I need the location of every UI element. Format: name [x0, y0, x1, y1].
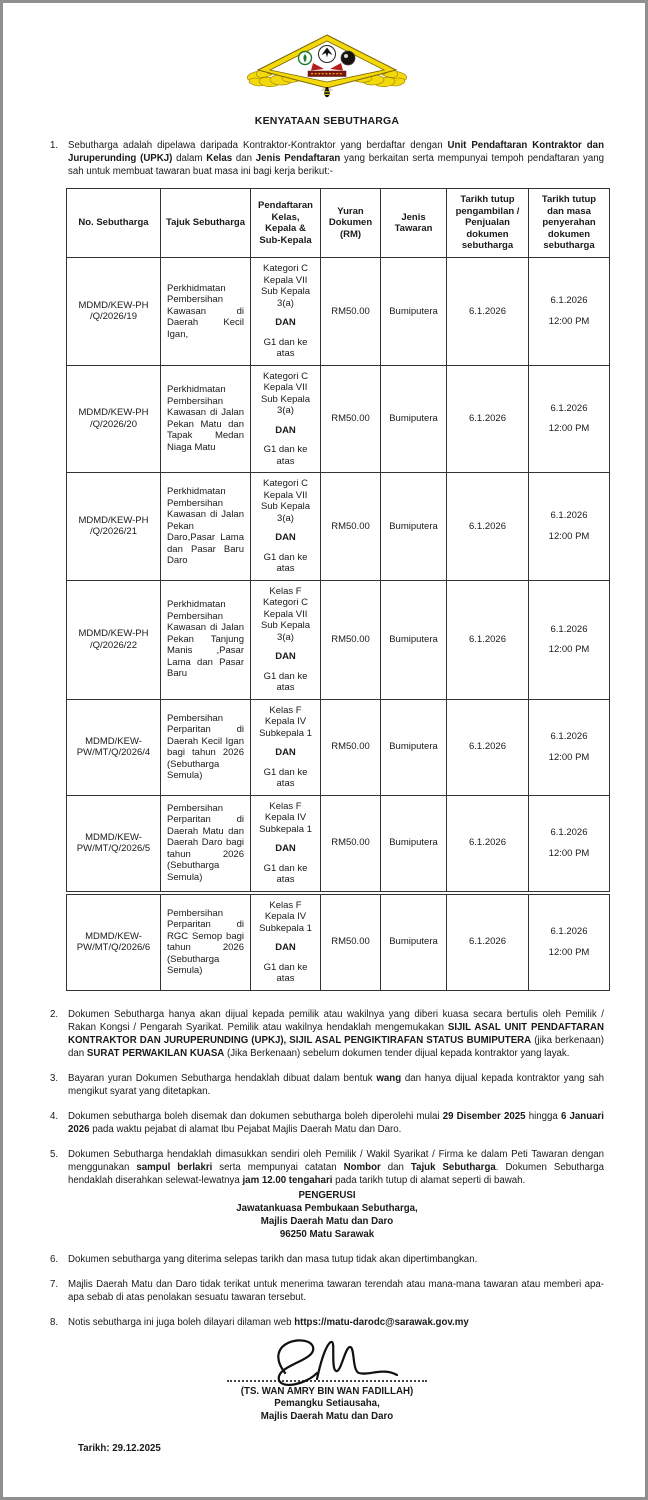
- text-segment: dan: [232, 153, 256, 164]
- text-line: DAN: [275, 424, 296, 436]
- cell-no: [67, 580, 161, 699]
- text-line: /Q/2026/22: [89, 639, 137, 651]
- council-crest-logo: [242, 30, 412, 100]
- cell-pendaftaran: [251, 795, 321, 893]
- text-segment: pada tarikh tutup di alamat seperti di bawah.: [332, 1174, 526, 1186]
- text-segment: Majlis Daerah Matu dan Daro tidak terikat untuk menerima tawaran terendah atau mana-mana tawaran atau memberi apa-apa sebab di atas penolakan sesuatu tawaran tersebut.: [68, 1278, 604, 1303]
- signature-block: [50, 1333, 604, 1424]
- cell-pendaftaran: [251, 365, 321, 473]
- paragraph-number: 3.: [50, 1072, 59, 1084]
- text-segment: dan hanya dijual kepada kontraktor yang sah mengikut syarat yang ditetapkan.: [68, 1072, 604, 1097]
- paragraph-2: [50, 1008, 604, 1060]
- text-segment: SIJIL ASAL UNIT PENDAFTARAN KONTRAKTOR DAN JURUPERUNDING (UPKJ), SIJIL ASAL PENGIKTIRAFAN STATUS BUMIPUTERA: [68, 1021, 604, 1046]
- text-segment: Unit Pendaftaran Kontraktor dan Juruperunding (UPKJ): [68, 140, 604, 164]
- paragraph-number: 4.: [50, 1110, 59, 1122]
- text-line: MDMD/KEW-: [85, 831, 142, 843]
- paragraph-1: [50, 139, 604, 178]
- text-segment: dalam: [172, 153, 207, 164]
- text-segment: Bayaran yuran Dokumen Sebutharga hendaklah dibuat dalam bentuk: [68, 1072, 377, 1084]
- table-row: [67, 580, 610, 699]
- text-segment: Jenis Pendaftaran: [255, 153, 341, 164]
- text-line: DAN: [275, 532, 296, 543]
- cell-yuran: RM50.00: [321, 258, 381, 366]
- cell-tarikh-tutup: 6.1.2026: [447, 795, 529, 893]
- text-segment: hingga: [525, 1110, 561, 1122]
- cell-pendaftaran: [251, 473, 321, 581]
- text-segment: sampul berlakri: [136, 1161, 213, 1173]
- page-title: KENYATAAN SEBUTHARGA: [254, 115, 400, 127]
- cell-tajuk: Pembersihan Perparitan di Daerah Kecil Igan bagi tahun 2026 (Sebutharga Semula): [161, 699, 251, 795]
- text-segment: serta mempunyai catatan: [212, 1161, 344, 1173]
- cell-tajuk: Pembersihan Perparitan di Daerah Matu dan Daerah Daro bagi tahun 2026 (Sebutharga Semula): [161, 795, 251, 893]
- paragraph-text: [68, 1148, 604, 1187]
- cell-tarikh-tutup: 6.1.2026: [447, 473, 529, 581]
- paragraph-text: [68, 1072, 604, 1098]
- text-line: 12:00 PM: [548, 315, 590, 327]
- text-segment: Dokumen sebutharga yang diterima selepas tarikh dan masa tutup tidak akan dipertimbangkan.: [68, 1253, 478, 1265]
- text-line: G1 dan ke atas: [263, 766, 308, 789]
- text-segment: 29 Disember 2025: [442, 1110, 526, 1122]
- paragraph-text: [68, 1278, 604, 1304]
- cell-jenis: Bumiputera: [381, 365, 447, 473]
- text-segment: Kelas: [206, 153, 233, 164]
- text-line: Kelas F Kategori C Kepala VII Sub Kepala 3(a): [260, 585, 311, 643]
- cell-no: [67, 258, 161, 366]
- cell-yuran: RM50.00: [321, 580, 381, 699]
- text-line: Kelas F Kepala IV Subkepala 1: [259, 800, 312, 835]
- text-line: 6.1.2026: [550, 402, 588, 414]
- cell-yuran: RM50.00: [321, 699, 381, 795]
- text-line: MDMD/KEW-PH: [78, 628, 149, 639]
- cell-no: [67, 893, 161, 991]
- cell-tarikh-masa: [529, 258, 610, 366]
- text-segment: dan: [380, 1161, 411, 1173]
- table-row: [67, 365, 610, 473]
- text-line: Majlis Daerah Matu dan Daro: [260, 1215, 394, 1227]
- paragraph-text: [68, 139, 604, 178]
- table-row: [67, 699, 610, 795]
- emblem-dark-circle: [341, 51, 355, 65]
- signatory-title: Pemangku Setiausaha,: [274, 1398, 380, 1409]
- text-line: 6.1.2026: [550, 623, 588, 635]
- text-segment: pada waktu pejabat di alamat Ibu Pejabat Majlis Daerah Matu dan Daro.: [89, 1123, 402, 1135]
- cell-tarikh-masa: [529, 365, 610, 473]
- table-row: [67, 258, 610, 366]
- text-line: 12:00 PM: [548, 751, 590, 763]
- text-segment: Notis sebutharga ini juga boleh dilayari dilaman web: [68, 1316, 295, 1328]
- cell-yuran: RM50.00: [321, 365, 381, 473]
- text-line: 6.1.2026: [550, 510, 588, 522]
- text-segment: wang: [376, 1072, 402, 1084]
- text-segment: (jika berkenaan) dan: [68, 1034, 605, 1059]
- bee-icon: [321, 87, 334, 97]
- paragraph-6: [50, 1253, 604, 1266]
- text-line: Kategori C Kepala VII Sub Kepala 3(a): [260, 263, 311, 309]
- text-line: Kelas F Kepala IV Subkepala 1: [259, 899, 312, 934]
- text-segment: 6 Januari 2026: [68, 1110, 604, 1135]
- text-line: 96250 Matu Sarawak: [279, 1228, 375, 1240]
- text-line: 12:00 PM: [548, 644, 590, 655]
- cell-tarikh-masa: [529, 795, 610, 893]
- cell-jenis: Bumiputera: [381, 699, 447, 795]
- cell-no: [67, 795, 161, 893]
- text-line: G1 dan ke atas: [263, 551, 308, 574]
- text-line: G1 dan ke atas: [263, 961, 308, 984]
- paragraph-number: 6.: [50, 1253, 59, 1265]
- text-line: PENGERUSI: [298, 1189, 356, 1201]
- text-line: G1 dan ke atas: [263, 862, 308, 885]
- text-segment: Dokumen sebutharga boleh disemak dan dokumen sebutharga boleh diperolehi mulai: [68, 1110, 443, 1122]
- tender-table-body: [67, 258, 610, 991]
- text-segment: (Jika Berkenaan) sebelum dokumen tender dijual kepada kontraktor yang layak.: [224, 1047, 570, 1059]
- cell-jenis: Bumiputera: [381, 893, 447, 991]
- cell-jenis: Bumiputera: [381, 473, 447, 581]
- text-line: G1 dan ke atas: [263, 336, 308, 359]
- paragraph-text: [68, 1253, 604, 1266]
- text-segment: . Dokumen Sebutharga hendaklah diserahkan selewat-lewatnya: [68, 1161, 604, 1186]
- cell-pendaftaran: [251, 258, 321, 366]
- column-header: No. Sebutharga: [67, 189, 161, 258]
- text-line: 6.1.2026: [550, 295, 588, 307]
- signature-line: [227, 1380, 427, 1382]
- text-line: Kategori C Kepala VII Sub Kepala 3(a): [260, 370, 311, 416]
- text-segment: Nombor: [343, 1161, 381, 1173]
- column-header: Tajuk Sebutharga: [161, 189, 251, 258]
- cell-tarikh-tutup: 6.1.2026: [447, 365, 529, 473]
- paragraph-number: 7.: [50, 1278, 59, 1290]
- text-line: 6.1.2026: [550, 731, 588, 742]
- cell-no: [67, 365, 161, 473]
- text-segment: yang berkaitan serta mempunyai tempoh pendaftaran yang sah untuk membuat tawaran buat masa ini bagi kerja berikut:-: [68, 153, 604, 177]
- paragraph-text: [68, 1008, 604, 1060]
- document-header: [50, 30, 604, 105]
- cell-tajuk: Perkhidmatan Pembersihan Kawasan di Jalan Pekan Tanjung Manis ,Pasar Lama dan Pasar Baru: [161, 580, 251, 699]
- text-line: PW/MT/Q/2026/5: [76, 843, 151, 854]
- paragraph-7: [50, 1278, 604, 1304]
- text-line: MDMD/KEW-PH: [78, 299, 149, 311]
- paragraph-8: [50, 1316, 604, 1329]
- tender-table: [66, 188, 610, 991]
- paragraph-number: 1.: [50, 140, 59, 151]
- text-line: G1 dan ke atas: [263, 670, 308, 693]
- text-segment: Dokumen Sebutharga hendaklah dimasukkan sendiri oleh Pemilik / Wakil Syarikat / Firma ke dalam Peti Tawaran dengan menggunakan: [68, 1148, 604, 1173]
- text-line: DAN: [275, 747, 296, 758]
- cell-tarikh-masa: [529, 699, 610, 795]
- cell-pendaftaran: [251, 580, 321, 699]
- cell-tajuk: Perkhidmatan Pembersihan Kawasan di Jalan Pekan Matu dan Tapak Medan Niaga Matu: [161, 365, 251, 473]
- text-line: 12:00 PM: [548, 946, 590, 958]
- cell-tarikh-tutup: 6.1.2026: [447, 258, 529, 366]
- text-line: G1 dan ke atas: [263, 444, 308, 467]
- cell-no: [67, 473, 161, 581]
- text-line: MDMD/KEW-PH: [78, 407, 149, 419]
- text-segment: https://matu-darodc@sarawak.gov.my: [294, 1316, 469, 1328]
- emblem-highlight: [344, 54, 348, 58]
- text-line: DAN: [275, 942, 296, 953]
- cell-tajuk: Pembersihan Perparitan di RGC Semop bagi tahun 2026 (Sebutharga Semula): [161, 893, 251, 991]
- text-line: PW/MT/Q/2026/6: [76, 942, 151, 953]
- table-header-row: [67, 189, 610, 258]
- column-header: Pendaftaran Kelas, Kepala & Sub-Kepala: [251, 189, 321, 258]
- text-segment: Dokumen Sebutharga hanya akan dijual kepada pemilik atau wakilnya yang diberi kuasa secara bertulis oleh Pemilik / Rakan Kongsi / Pengarah Syarikat. Pemilik atau wakilnya hendaklah mengemukakan: [68, 1008, 604, 1033]
- cell-jenis: Bumiputera: [381, 580, 447, 699]
- paragraph-4: [50, 1110, 604, 1136]
- text-line: DAN: [275, 317, 296, 328]
- column-header: Yuran Dokumen (RM): [321, 189, 381, 258]
- text-segment: jam 12.00 tengahari: [242, 1174, 333, 1186]
- paragraph-text: [68, 1316, 604, 1329]
- text-line: DAN: [275, 651, 296, 662]
- text-line: MDMD/KEW-PH: [78, 514, 149, 526]
- paragraph-3: [50, 1072, 604, 1098]
- cell-tarikh-tutup: 6.1.2026: [447, 893, 529, 991]
- cell-tarikh-tutup: 6.1.2026: [447, 699, 529, 795]
- column-header: Jenis Tawaran: [381, 189, 447, 258]
- cell-tarikh-tutup: 6.1.2026: [447, 580, 529, 699]
- text-segment: SURAT PERWAKILAN KUASA: [86, 1047, 225, 1059]
- submission-address-block: [50, 1189, 604, 1241]
- text-line: Jawatankuasa Pembukaan Sebutharga,: [236, 1202, 418, 1214]
- document-date: Tarikh: 29.12.2025: [78, 1443, 161, 1454]
- text-line: /Q/2026/19: [89, 311, 137, 323]
- paragraph-5: [50, 1148, 604, 1187]
- text-line: /Q/2026/21: [89, 526, 137, 538]
- text-segment: Sebutharga adalah dipelawa daripada Kontraktor-Kontraktor yang berdaftar dengan: [68, 140, 448, 151]
- text-line: 12:00 PM: [548, 530, 590, 542]
- paragraph-number: 5.: [50, 1148, 59, 1160]
- text-line: DAN: [275, 843, 296, 854]
- text-line: MDMD/KEW-: [85, 735, 142, 747]
- signatory-organisation: Majlis Daerah Matu dan Daro: [260, 1410, 394, 1422]
- column-header: Tarikh tutup dan masa penyerahan dokumen sebutharga: [529, 189, 610, 258]
- table-row: [67, 795, 610, 893]
- text-line: 6.1.2026: [550, 926, 588, 937]
- cell-pendaftaran: [251, 699, 321, 795]
- cell-jenis: Bumiputera: [381, 258, 447, 366]
- text-segment: Tajuk Sebutharga: [410, 1161, 496, 1173]
- cell-jenis: Bumiputera: [381, 795, 447, 893]
- cell-yuran: RM50.00: [321, 795, 381, 893]
- table-row: [67, 473, 610, 581]
- cell-no: [67, 699, 161, 795]
- text-line: 12:00 PM: [548, 847, 590, 859]
- paragraph-number: 8.: [50, 1316, 59, 1328]
- cell-tajuk: Perkhidmatan Pembersihan Kawasan di Jalan Pekan Daro,Pasar Lama dan Pasar Baru Daro: [161, 473, 251, 581]
- text-line: /Q/2026/20: [89, 418, 137, 430]
- cell-tarikh-masa: [529, 580, 610, 699]
- paragraph-number: 2.: [50, 1008, 59, 1020]
- text-line: 12:00 PM: [548, 423, 590, 435]
- paragraph-text: [68, 1110, 604, 1136]
- table-row: [67, 893, 610, 991]
- text-line: Kelas F Kepala IV Subkepala 1: [259, 704, 312, 739]
- text-line: MDMD/KEW-: [85, 930, 142, 942]
- cell-tarikh-masa: [529, 893, 610, 991]
- cell-tarikh-masa: [529, 473, 610, 581]
- signatory-name: (TS. WAN AMRY BIN WAN FADILLAH): [240, 1385, 414, 1397]
- text-line: Kategori C Kepala VII Sub Kepala 3(a): [260, 478, 311, 524]
- cell-pendaftaran: [251, 893, 321, 991]
- text-line: PW/MT/Q/2026/4: [76, 747, 151, 758]
- cell-yuran: RM50.00: [321, 473, 381, 581]
- column-header: Tarikh tutup pengambilan / Penjualan dokumen sebutharga: [447, 189, 529, 258]
- cell-yuran: RM50.00: [321, 893, 381, 991]
- cell-tajuk: Perkhidmatan Pembersihan Kawasan di Daerah Kecil Igan,: [161, 258, 251, 366]
- text-line: 6.1.2026: [550, 827, 588, 838]
